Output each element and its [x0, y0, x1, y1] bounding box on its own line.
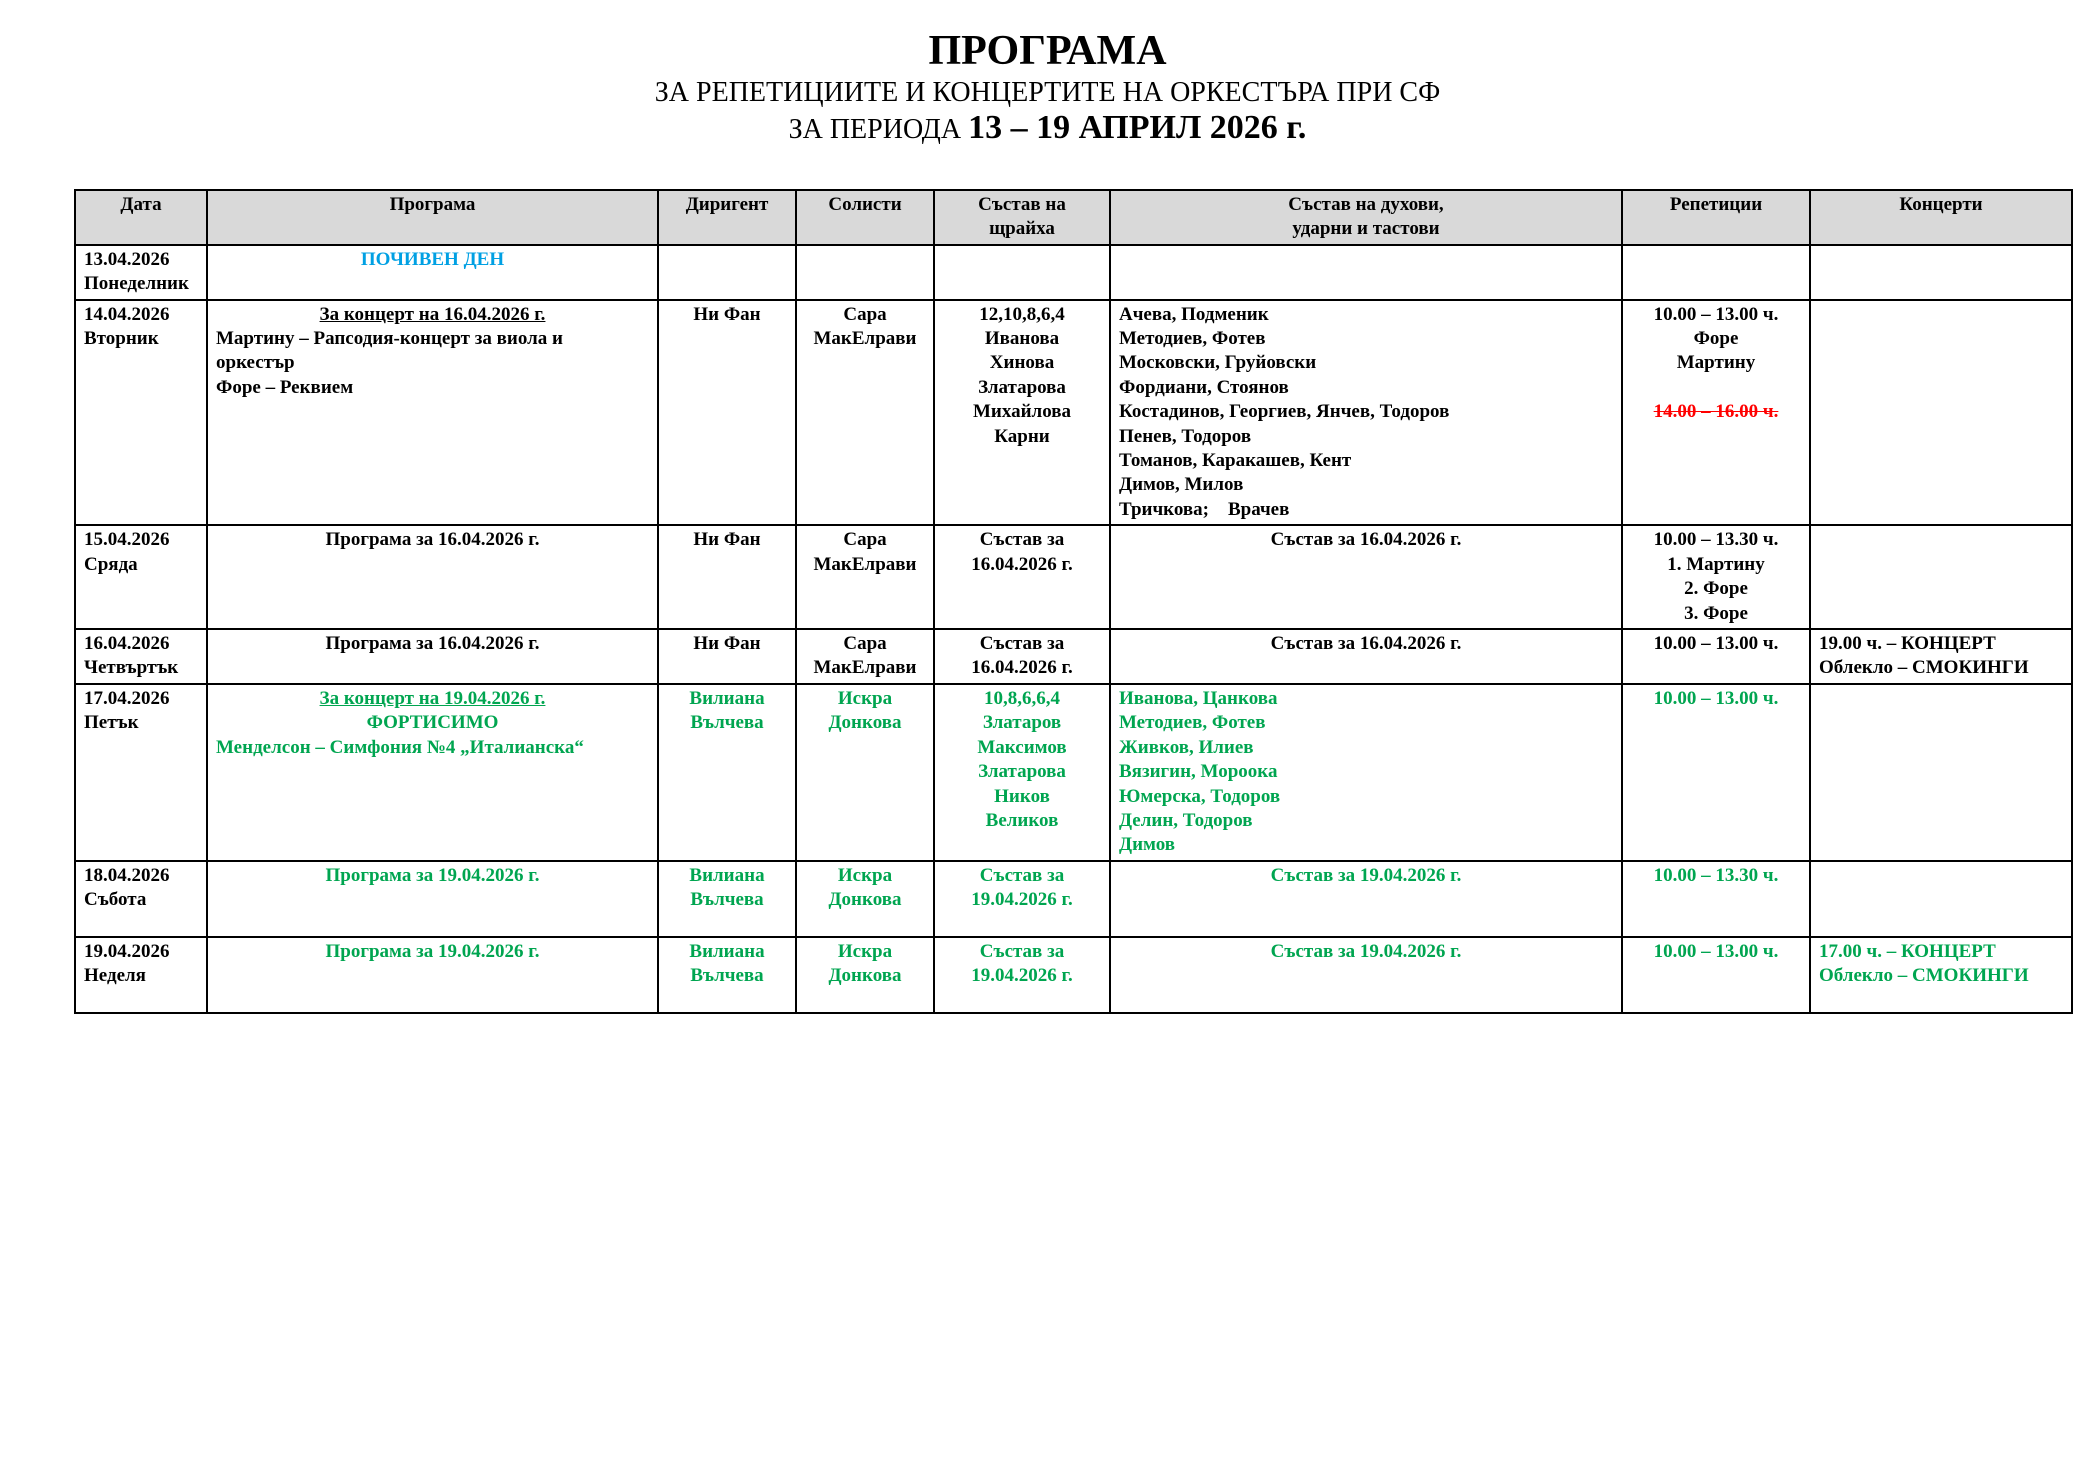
column-header-strings: [934, 190, 1110, 245]
program-heading: За концерт на 19.04.2026 г.: [319, 687, 546, 709]
strings-line: Златаров: [982, 712, 1062, 734]
program-cell: [207, 861, 658, 937]
date-cell: [75, 245, 207, 300]
table-row: [75, 861, 2072, 937]
schedule-table: [74, 189, 2073, 1014]
winds-line: Състав за 16.04.2026 г.: [1270, 632, 1462, 654]
concert-time: 19.00 ч. – КОНЦЕРТ: [1819, 632, 1996, 654]
winds-cell: [1110, 629, 1622, 684]
cancelled-rehearsal-time: 14.00 – 16.00 ч.: [1653, 401, 1779, 423]
conductor-cell: [658, 684, 796, 861]
rehearsal-work: 1. Мартину: [1667, 553, 1765, 575]
date-value: 15.04.2026: [84, 529, 170, 551]
winds-line: Тричкова; Врачев: [1119, 498, 1290, 520]
winds-line: Пенев, Тодоров: [1119, 425, 1252, 447]
period-line: [0, 108, 2095, 150]
rehearsal-time: 10.00 – 13.30 ч.: [1653, 864, 1779, 886]
strings-line: Хинова: [989, 352, 1055, 374]
winds-line: Делин, Тодоров: [1119, 809, 1253, 831]
strings-line: 16.04.2026 г.: [971, 553, 1073, 575]
winds-line: Димов, Милов: [1119, 474, 1244, 496]
column-header-rehearsals: Репетиции: [1622, 190, 1810, 245]
soloists-cell: [796, 300, 934, 526]
rehearsals-cell: [1622, 937, 1810, 1013]
soloist-line: МакЕлрави: [813, 328, 917, 350]
rehearsal-time: 10.00 – 13.00 ч.: [1653, 632, 1779, 654]
strings-line: Състав за: [979, 529, 1065, 551]
concerts-cell: [1810, 525, 2072, 629]
conductor-cell: [658, 937, 796, 1013]
conductor-name: Ни Фан: [693, 303, 761, 325]
soloist-line: Донкова: [828, 712, 902, 734]
date-cell: [75, 937, 207, 1013]
strings-cell: [934, 861, 1110, 937]
strings-line: Ников: [994, 785, 1050, 807]
program-cell: [207, 684, 658, 861]
day-name: Събота: [84, 889, 147, 911]
concert-dress-code: Облекло – СМОКИНГИ: [1819, 657, 2029, 679]
page-title: ПРОГРАМА: [928, 28, 1167, 74]
winds-line: Московски, Груйовски: [1119, 352, 1317, 374]
concert-time: 17.00 ч. – КОНЦЕРТ: [1819, 940, 1996, 962]
column-header-program: Програма: [207, 190, 658, 245]
soloists-cell: [796, 937, 934, 1013]
program-line: Форе – Реквием: [216, 376, 354, 398]
date-value: 16.04.2026: [84, 632, 170, 654]
program-line: оркестър: [216, 352, 295, 374]
period-dates: 13 – 19 АПРИЛ 2026 г.: [968, 109, 1307, 146]
day-name: Сряда: [84, 553, 138, 575]
strings-line: Златарова: [978, 761, 1066, 783]
winds-line: Костадинов, Георгиев, Янчев, Тодоров: [1119, 401, 1450, 423]
winds-line: Фордиани, Стоянов: [1119, 376, 1289, 398]
soloists-cell: [796, 861, 934, 937]
conductor-cell: [658, 245, 796, 300]
column-header-conductor: Диригент: [658, 190, 796, 245]
winds-line: Методиев, Фотев: [1119, 328, 1266, 350]
date-cell: [75, 861, 207, 937]
strings-line: 19.04.2026 г.: [971, 889, 1073, 911]
winds-line: Иванова, Цанкова: [1119, 687, 1278, 709]
winds-cell: [1110, 300, 1622, 526]
winds-line: Юмерска, Тодоров: [1119, 785, 1281, 807]
strings-line: Великов: [985, 809, 1059, 831]
winds-line: Методиев, Фотев: [1119, 712, 1266, 734]
winds-line: Вязигин, Мороока: [1119, 761, 1278, 783]
rehearsal-work: 2. Форе: [1684, 578, 1748, 600]
day-name: Петък: [84, 712, 139, 734]
soloist-line: Сара: [843, 632, 887, 654]
rehearsal-work: Форе: [1693, 328, 1739, 350]
strings-line: Иванова: [984, 328, 1060, 350]
soloists-cell: [796, 525, 934, 629]
soloist-line: Искра: [837, 864, 893, 886]
winds-cell: [1110, 684, 1622, 861]
strings-cell: [934, 629, 1110, 684]
strings-line: Състав за: [979, 632, 1065, 654]
strings-cell: [934, 300, 1110, 526]
soloist-line: МакЕлрави: [813, 657, 917, 679]
soloist-line: Донкова: [828, 889, 902, 911]
soloists-cell: [796, 684, 934, 861]
conductor-cell: [658, 300, 796, 526]
soloists-cell: [796, 629, 934, 684]
strings-line: Златарова: [978, 376, 1066, 398]
rehearsals-cell: [1622, 300, 1810, 526]
soloist-line: МакЕлрави: [813, 553, 917, 575]
column-header-soloists: Солисти: [796, 190, 934, 245]
winds-line: Състав за 19.04.2026 г.: [1270, 864, 1462, 886]
winds-header-line: Състав на духови,: [1288, 194, 1444, 215]
table-row: [75, 245, 2072, 300]
date-value: 13.04.2026: [84, 248, 170, 270]
winds-cell: [1110, 937, 1622, 1013]
rehearsal-work: Мартину: [1676, 352, 1756, 374]
winds-cell: [1110, 245, 1622, 300]
date-value: 19.04.2026: [84, 940, 170, 962]
rehearsals-cell: [1622, 861, 1810, 937]
concerts-cell: [1810, 861, 2072, 937]
strings-line: 16.04.2026 г.: [971, 657, 1073, 679]
strings-line: 19.04.2026 г.: [971, 965, 1073, 987]
strings-cell: [934, 245, 1110, 300]
program-line: Програма за 16.04.2026 г.: [325, 632, 540, 654]
column-header-winds: [1110, 190, 1622, 245]
strings-line: Състав за: [979, 940, 1065, 962]
strings-header-line: щрайха: [989, 218, 1055, 240]
program-line: Програма за 19.04.2026 г.: [325, 864, 540, 886]
table-header-row: [75, 190, 2072, 245]
rehearsal-time: 10.00 – 13.30 ч.: [1653, 529, 1779, 551]
winds-cell: [1110, 525, 1622, 629]
conductor-cell: [658, 629, 796, 684]
period-prefix: ЗА ПЕРИОДА: [788, 114, 962, 145]
date-cell: [75, 300, 207, 526]
table-row: [75, 629, 2072, 684]
winds-line: Ачева, Подменик: [1119, 303, 1269, 325]
soloists-cell: [796, 245, 934, 300]
program-cell: [207, 937, 658, 1013]
program-cell: [207, 245, 658, 300]
column-header-concerts: Концерти: [1810, 190, 2072, 245]
winds-line: Живков, Илиев: [1119, 736, 1254, 758]
conductor-cell: [658, 525, 796, 629]
soloist-line: Донкова: [828, 965, 902, 987]
rehearsals-cell: [1622, 245, 1810, 300]
winds-line: Състав за 16.04.2026 г.: [1270, 529, 1462, 551]
date-cell: [75, 684, 207, 861]
conductor-name: Вилиана: [689, 687, 765, 709]
rehearsals-cell: [1622, 629, 1810, 684]
conductor-name: Ни Фан: [693, 632, 761, 654]
date-value: 17.04.2026: [84, 687, 170, 709]
winds-line: Димов: [1119, 834, 1175, 856]
rehearsals-cell: [1622, 684, 1810, 861]
date-cell: [75, 629, 207, 684]
rest-day-label: ПОЧИВЕН ДЕН: [360, 248, 505, 270]
program-cell: [207, 629, 658, 684]
concerts-cell: [1810, 629, 2072, 684]
strings-line: Михайлова: [972, 401, 1072, 423]
strings-cell: [934, 525, 1110, 629]
date-value: 18.04.2026: [84, 864, 170, 886]
conductor-name: Вълчева: [690, 965, 764, 987]
concerts-cell: [1810, 684, 2072, 861]
conductor-name: Вълчева: [690, 889, 764, 911]
rehearsals-cell: [1622, 525, 1810, 629]
strings-header-line: Състав на: [978, 194, 1066, 215]
winds-cell: [1110, 861, 1622, 937]
rehearsal-time: 10.00 – 13.00 ч.: [1653, 940, 1779, 962]
conductor-name: Ни Фан: [693, 529, 761, 551]
rehearsal-work: 3. Форе: [1684, 602, 1748, 624]
program-cell: [207, 300, 658, 526]
table-row: [75, 300, 2072, 526]
day-name: Четвъртък: [84, 657, 179, 679]
day-name: Вторник: [84, 328, 159, 350]
day-name: Неделя: [84, 965, 146, 987]
table-row: [75, 684, 2072, 861]
winds-line: Състав за 19.04.2026 г.: [1270, 940, 1462, 962]
conductor-cell: [658, 861, 796, 937]
conductor-name: Вилиана: [689, 940, 765, 962]
date-cell: [75, 525, 207, 629]
conductor-name: Вълчева: [690, 712, 764, 734]
page-subtitle: ЗА РЕПЕТИЦИИТЕ И КОНЦЕРТИТЕ НА ОРКЕСТЪРА ПРИ СФ: [654, 77, 1441, 108]
concerts-cell: [1810, 300, 2072, 526]
soloist-line: Искра: [837, 687, 893, 709]
strings-line: Карни: [994, 425, 1050, 447]
concerts-cell: [1810, 245, 2072, 300]
rehearsal-time: 10.00 – 13.00 ч.: [1653, 687, 1779, 709]
table-row: [75, 937, 2072, 1013]
strings-line: 12,10,8,6,4: [979, 303, 1065, 325]
soloist-line: Искра: [837, 940, 893, 962]
program-subtitle: ФОРТИСИМО: [366, 712, 499, 734]
program-line: Мартину – Рапсодия-концерт за виола и: [216, 328, 563, 350]
program-line: Менделсон – Симфония №4 „Италианска“: [216, 736, 584, 758]
winds-header-line: ударни и тастови: [1292, 218, 1440, 240]
strings-line: Състав за: [979, 864, 1065, 886]
concert-dress-code: Облекло – СМОКИНГИ: [1819, 965, 2029, 987]
strings-line: 10,8,6,6,4: [984, 687, 1060, 709]
table-row: [75, 525, 2072, 629]
concerts-cell: [1810, 937, 2072, 1013]
program-heading: За концерт на 16.04.2026 г.: [319, 303, 546, 325]
program-cell: [207, 525, 658, 629]
soloist-line: Сара: [843, 303, 887, 325]
rehearsal-time: 10.00 – 13.00 ч.: [1653, 303, 1779, 325]
rehearsal-spacer: [1631, 376, 1801, 400]
winds-line: Томанов, Каракашев, Кент: [1119, 450, 1352, 472]
strings-line: Максимов: [977, 736, 1067, 758]
program-line: Програма за 16.04.2026 г.: [325, 529, 540, 551]
strings-cell: [934, 684, 1110, 861]
program-line: Програма за 19.04.2026 г.: [325, 940, 540, 962]
strings-cell: [934, 937, 1110, 1013]
column-header-date: Дата: [75, 190, 207, 245]
conductor-name: Вилиана: [689, 864, 765, 886]
day-name: Понеделник: [84, 273, 189, 295]
date-value: 14.04.2026: [84, 303, 170, 325]
soloist-line: Сара: [843, 529, 887, 551]
